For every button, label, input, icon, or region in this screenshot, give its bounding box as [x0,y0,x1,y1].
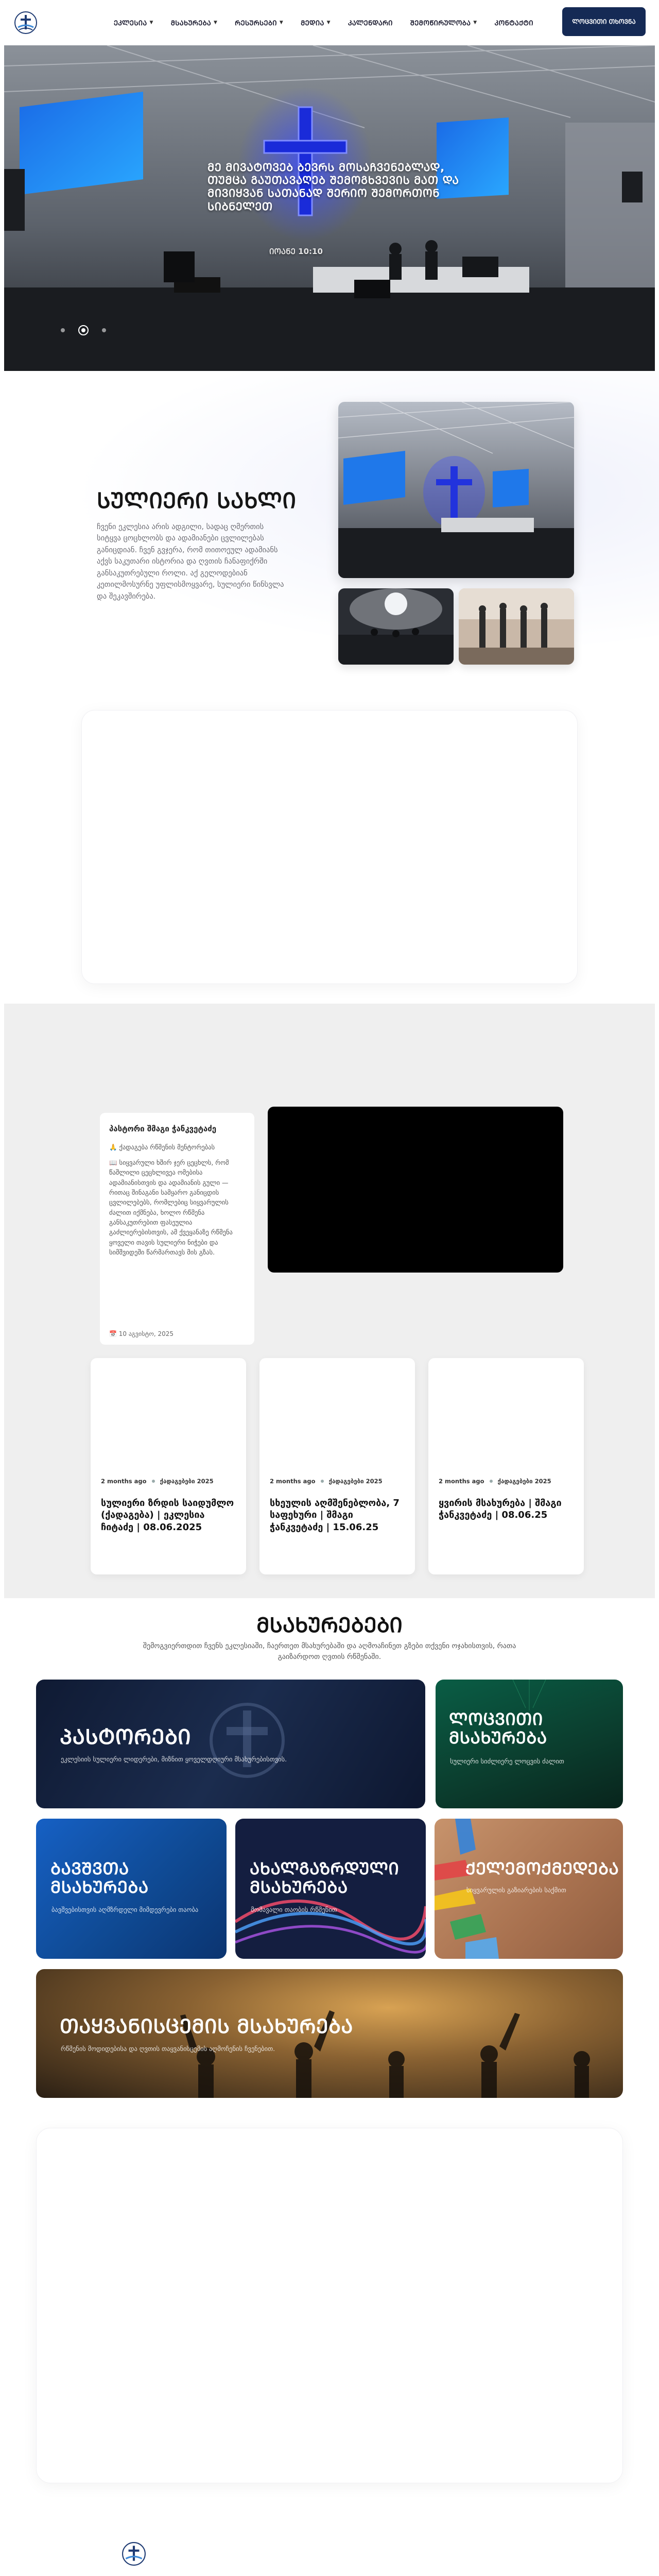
news-title[interactable]: სხეულის აღმშენებლობა, 7 საფეხური | შმაგი ჭანკვეტაძე | 15.06.25 [270,1498,400,1533]
pastor-post-date: 📅 10 აგვისტო, 2025 [109,1330,174,1337]
nav-label: ᲨᲔᲛᲝᲬᲘᲠᲣᲚᲝᲑᲐ [410,20,471,27]
tile-desc: მომავალი თაობის რწმენით [251,1906,337,1913]
news-category: ქადაგებები 2025 [497,1478,551,1485]
ministries-subtitle: შემოგვიერთდით ჩვენს ეკლესიაში, ჩაერთეთ მსახურებაში და აღმოაჩინეთ გზები თქვენი ოჯახისთვის, რათა გაიზარდოთ ღვთის რწმენაში. [143,1642,516,1661]
site-header [0,0,659,45]
about-section [0,371,659,680]
tile-label: ᲚᲝᲪᲕᲘᲗᲘ ᲛᲡᲐᲮᲣᲠᲔᲑᲐ [449,1709,547,1748]
news-meta [270,1478,383,1485]
tile-label: ᲑᲐᲕᲨᲕᲗᲐ ᲛᲡᲐᲮᲣᲠᲔᲑᲐ [50,1859,149,1897]
nav-contact[interactable] [486,18,542,27]
chevron-down-icon: ▼ [214,20,218,25]
news-ago: 2 months ago [439,1478,484,1485]
embed-placeholder-card-2 [36,2128,623,2483]
main-nav [105,18,542,27]
chevron-down-icon: ▼ [279,20,284,25]
footer-logo-icon[interactable] [122,2541,146,2566]
ministry-tile-charity[interactable] [435,1819,623,1959]
embed-placeholder-card [81,710,578,984]
news-ago: 2 months ago [270,1478,316,1485]
news-card[interactable] [428,1358,584,1574]
pastor-post-card[interactable] [100,1113,254,1345]
nav-label: ᲛᲔᲓᲘᲐ [301,20,324,27]
tile-desc: სულიერი სიძლიერე ლოცვის ძალით [450,1757,564,1765]
news-category: ქადაგებები 2025 [160,1478,214,1485]
nav-label: ᲔᲙᲚᲔᲡᲘᲐ [114,20,147,27]
slider-dots [61,325,106,335]
nav-label: ᲙᲝᲜᲢᲐᲥᲢᲘ [494,20,533,27]
tile-desc: ბავშვებისთვის აღმზრდელი მიმდევრები თაობა [51,1906,199,1913]
tile-label: ᲗᲐᲧᲕᲐᲜᲘᲡᲪᲔᲛᲘᲡ ᲛᲡᲐᲮᲣᲠᲔᲑᲐ [60,2015,353,2038]
ministry-tile-kids[interactable] [36,1819,227,1959]
prayer-request-button[interactable]: ᲚᲝᲪᲕᲘᲗᲘ ᲗᲮᲝᲕᲜᲐ [562,7,646,36]
ministry-tile-pastors[interactable] [36,1680,425,1808]
nav-calendar[interactable] [339,18,402,27]
slider-dot[interactable] [102,328,106,332]
news-meta [439,1478,551,1485]
about-main-image [338,402,574,578]
nav-donation[interactable] [402,18,486,27]
news-title[interactable]: ყვირის მსახურება | შმაგი ჭანკვეტაძე | 08.06.25 [439,1498,562,1521]
tile-label: ᲥᲔᲚᲔᲛᲝᲥᲛᲔᲓᲔᲑᲐ [465,1859,619,1878]
ministry-tile-youth[interactable] [235,1819,426,1959]
nav-church[interactable] [105,18,162,27]
separator-dot [152,1480,155,1483]
ministry-tile-prayer[interactable] [436,1680,623,1808]
tile-desc: რწმენის მოდიდებისა და ღვთის თაყვანისცემის აღმოჩენის ჩვენებით. [61,2045,275,2053]
news-title[interactable]: სულიერი ზრდის საიდუმლო (ქადაგება) | ეკლესია ჩიტაძე | 08.06.2025 [101,1498,234,1533]
church-logo-icon[interactable] [13,10,38,35]
nav-label: ᲠᲔᲡᲣᲠᲡᲔᲑᲘ [235,20,277,27]
separator-dot [321,1480,324,1483]
news-ago: 2 months ago [101,1478,147,1485]
news-section [4,1004,655,1598]
chevron-down-icon: ▼ [326,20,331,25]
slider-dot-active[interactable] [78,325,89,335]
nav-ministry[interactable] [162,18,227,27]
nav-media[interactable] [292,18,339,27]
ministries-title: ᲛᲡᲐᲮᲣᲠᲔᲑᲔᲑᲘ [256,1614,403,1637]
about-description: ჩვენი ეკლესია არის ადგილი, სადაც ღმერთის სიტყვა ცოცხლობს და ადამიანები ცვლილებას განიცდიან. ჩვენ გვჯერა, რომ თითოეულ ადამიანს აქვს საკუთარი ისტორია და ღვთის ჩანაფიქრში განსაკუთრებული როლი. აქ გელოდებიან კეთილმოსურნე უფლისმოყვარე, სულიერი წინსვლა და შეკავშირება. [97,523,284,601]
video-player[interactable] [268,1107,563,1273]
nav-resources[interactable] [226,18,292,27]
hero-verse-reference: ᲘᲝᲐᲜᲔ 10:10 [269,247,323,256]
chevron-down-icon: ▼ [473,20,477,25]
about-title: ᲡᲣᲚᲘᲔᲠᲘ ᲡᲐᲮᲚᲘ [97,488,297,513]
nav-label: ᲙᲐᲚᲔᲜᲓᲐᲠᲘ [348,20,393,27]
pastor-post-body: 📖 სიყვარული ხშირ ჯერ ცეცხლს, რომ წაშლილი ცეცხლივეა ომებისა ადამიანისთვის და ადამიანის გული — რითაც შინაგანი სამყარო განიცდის ცვლილებებს, რომლებიც სიყვარულის ძალით იქმნება, ხოლო რწმენა განსაკუთრებით ფასეულია გაძლიერებისთვის, ამ ქვეყანაზე რწმენა ყოველი თავის სულიერი ნიჭები და სიმშვიდეში წარმართავს მის გზას. [109,1158,233,1257]
pastor-post-subtitle: 🙏 ქადაგება რწმენის მენტორებას [109,1143,215,1151]
slider-dot[interactable] [61,328,65,332]
chevron-down-icon: ▼ [149,20,153,25]
news-category: ქადაგებები 2025 [328,1478,383,1485]
ministry-tile-worship[interactable] [36,1969,623,2098]
hero-verse: ᲛᲔ ᲛᲘᲕᲐᲢᲝᲕᲔᲑ ᲑᲔᲕᲠᲡ ᲛᲝᲡᲐᲩᲕᲔᲜᲔᲑᲚᲐᲓ, ᲗᲣᲛᲪᲐ ᲒᲐᲣᲗᲐᲕᲐᲦᲔᲑ ᲨᲔᲛᲝᲒᲮᲕᲔᲕᲘᲡ ᲛᲐᲗ ᲓᲐ ᲛᲘᲕᲘᲧᲕᲐᲜ ᲡᲐᲗᲐᲜᲐᲓ ᲨᲔᲠᲘᲝ ᲨᲔᲛᲝᲠᲗᲝᲜ ᲡᲘᲑᲜᲔᲚᲔᲗ [207,161,459,213]
nav-label: ᲛᲡᲐᲮᲣᲠᲔᲑᲐ [170,20,212,27]
separator-dot [490,1480,493,1483]
tile-label: ᲐᲮᲐᲚᲒᲐᲖᲠᲓᲣᲚᲘ ᲛᲡᲐᲮᲣᲠᲔᲑᲐ [250,1859,400,1897]
about-small-image-1 [338,588,454,665]
hero-slider [4,45,655,371]
tile-label: ᲞᲐᲡᲢᲝᲠᲔᲑᲘ [60,1725,192,1749]
tile-desc: ეკლესიის სულიერი ლიდერები, მიზნით ყოველდღიური მსახურებისთვის. [61,1755,287,1763]
news-card[interactable] [91,1358,246,1574]
about-small-image-2 [459,588,574,665]
news-meta [101,1478,214,1485]
pastor-post-title: პასტორი შმაგი ჭანკვეტაძე [109,1124,217,1133]
news-card[interactable] [259,1358,415,1574]
tile-desc: სიყვარულის გაზიარების საქმით [466,1886,566,1894]
